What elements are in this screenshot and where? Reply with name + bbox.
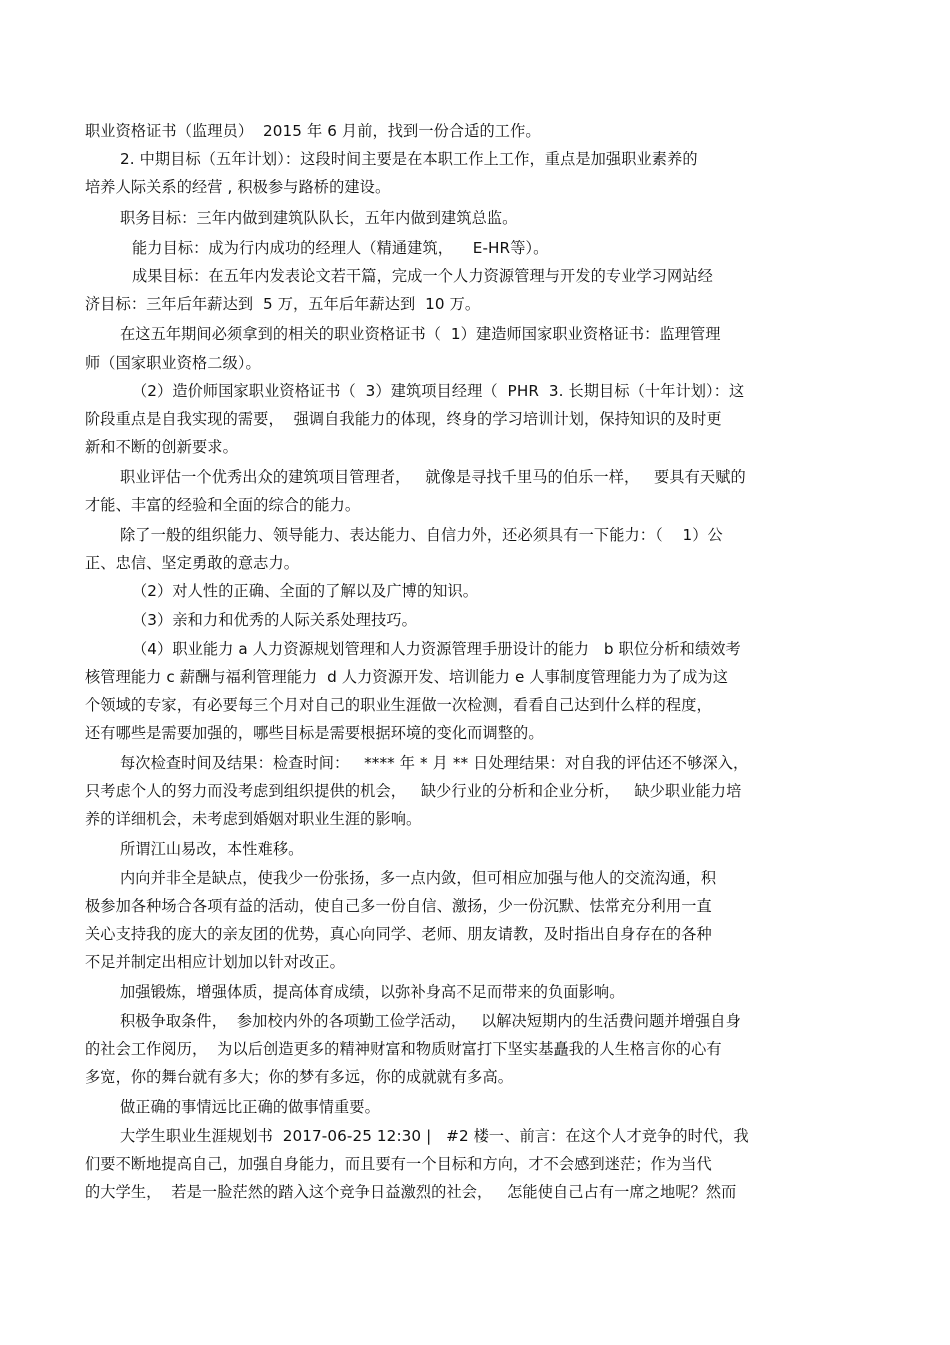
text-line: 关心支持我的庞大的亲友团的优势，真心向同学、老师、朋友请教，及时指出自身存在的各种 [85,925,712,943]
text-line: 2. 中期目标（五年计划）：这段时间主要是在本职工作上工作，重点是加强职业素养的 [120,150,698,168]
text-line: 内向并非全是缺点，使我少一份张扬，多一点内敛，但可相应加强与他人的交流沟通，积 [120,869,717,887]
text-line: 积极争取条件， 参加校内外的各项勤工俭学活动， 以解决短期内的生活费问题并增强自身 [120,1012,741,1030]
text-line: 养的详细机会，未考虑到婚姻对职业生涯的影响。 [85,810,422,828]
text-line: 的社会工作阅历， 为以后创造更多的精神财富和物质财富打下坚实基矗我的人生格言你的心有 [85,1040,722,1058]
text-line: 的大学生， 若是一脸茫然的踏入这个竞争日益激烈的社会， 怎能使自己占有一席之地呢？然而 [85,1183,737,1201]
text-line: 新和不断的创新要求。 [85,438,238,456]
text-line: 职业资格证书（监理员） 2015 年 6 月前，找到一份合适的工作。 [85,122,541,140]
text-line: 正、忠信、坚定勇敢的意志力。 [85,554,300,572]
text-line: （3）亲和力和优秀的人际关系处理技巧。 [132,611,417,629]
text-line: 不足并制定出相应计划加以针对改正。 [85,953,345,971]
text-line: 能力目标：成为行内成功的经理人（精通建筑， E-HR等）。 [132,239,549,257]
text-line: 济目标：三年后年薪达到 5 万，五年后年薪达到 10 万。 [85,295,481,313]
text-line: 成果目标：在五年内发表论文若干篇，完成一个人力资源管理与开发的专业学习网站经 [132,267,713,285]
text-line: 还有哪些是需要加强的，哪些目标是需要根据环境的变化而调整的。 [85,724,544,742]
text-line: 加强锻炼，增强体质，提高体育成绩，以弥补身高不足而带来的负面影响。 [120,983,625,1001]
text-line: 阶段重点是自我实现的需要， 强调自我能力的体现，终身的学习培训计划，保持知识的及时更 [85,410,722,428]
text-line: 才能、丰富的经验和全面的综合的能力。 [85,496,361,514]
text-line: 所谓江山易改，本性难移。 [120,840,304,858]
text-line: 极参加各种场合各项有益的活动，使自己多一份自信、激扬，少一份沉默、怯常充分利用一直 [85,897,712,915]
text-line: 在这五年期间必须拿到的相关的职业资格证书（ 1）建造师国家职业资格证书：监理管理 [120,325,721,343]
text-line: 师（国家职业资格二级）。 [85,354,261,372]
text-line: 培养人际关系的经营 , 积极参与路桥的建设。 [85,178,391,196]
text-line: 职业评估一个优秀出众的建筑项目管理者， 就像是寻找千里马的伯乐一样， 要具有天赋的 [120,468,746,486]
text-line: 除了一般的组织能力、领导能力、表达能力、自信力外，还必须具有一下能力：（ 1）公 [120,526,723,544]
text-line: 职务目标：三年内做到建筑队队长，五年内做到建筑总监。 [120,209,518,227]
text-line: （4）职业能力 a 人力资源规划管理和人力资源管理手册设计的能力 b 职位分析和绩效考 [132,640,741,658]
text-line: 大学生职业生涯规划书 2017-06-25 12:30 | #2 楼一、前言：在这个人才竞争的时代，我 [120,1127,749,1145]
text-line: （2）对人性的正确、全面的了解以及广博的知识。 [132,582,479,600]
text-line: 每次检查时间及结果：检查时间： **** 年 * 月 ** 日处理结果：对自我的评估还不够深入， [120,754,749,772]
text-line: 多宽，你的舞台就有多大；你的梦有多远，你的成就就有多高。 [85,1068,514,1086]
text-line: 个领域的专家，有必要每三个月对自己的职业生涯做一次检测，看看自己达到什么样的程度， [85,696,712,714]
text-line: （2）造价师国家职业资格证书（ 3）建筑项目经理（ PHR 3. 长期目标（十年计划）：这 [132,382,745,400]
text-line: 做正确的事情远比正确的做事情重要。 [120,1098,380,1116]
text-line: 核管理能力 c 薪酬与福利管理能力 d 人力资源开发、培训能力 e 人事制度管理能力为了成为这 [85,668,729,686]
text-line: 只考虑个人的努力而没考虑到组织提供的机会， 缺少行业的分析和企业分析， 缺少职业能力培 [85,782,742,800]
text-line: 们要不断地提高自己，加强自身能力，而且要有一个目标和方向，才不会感到迷茫；作为当代 [85,1155,712,1173]
